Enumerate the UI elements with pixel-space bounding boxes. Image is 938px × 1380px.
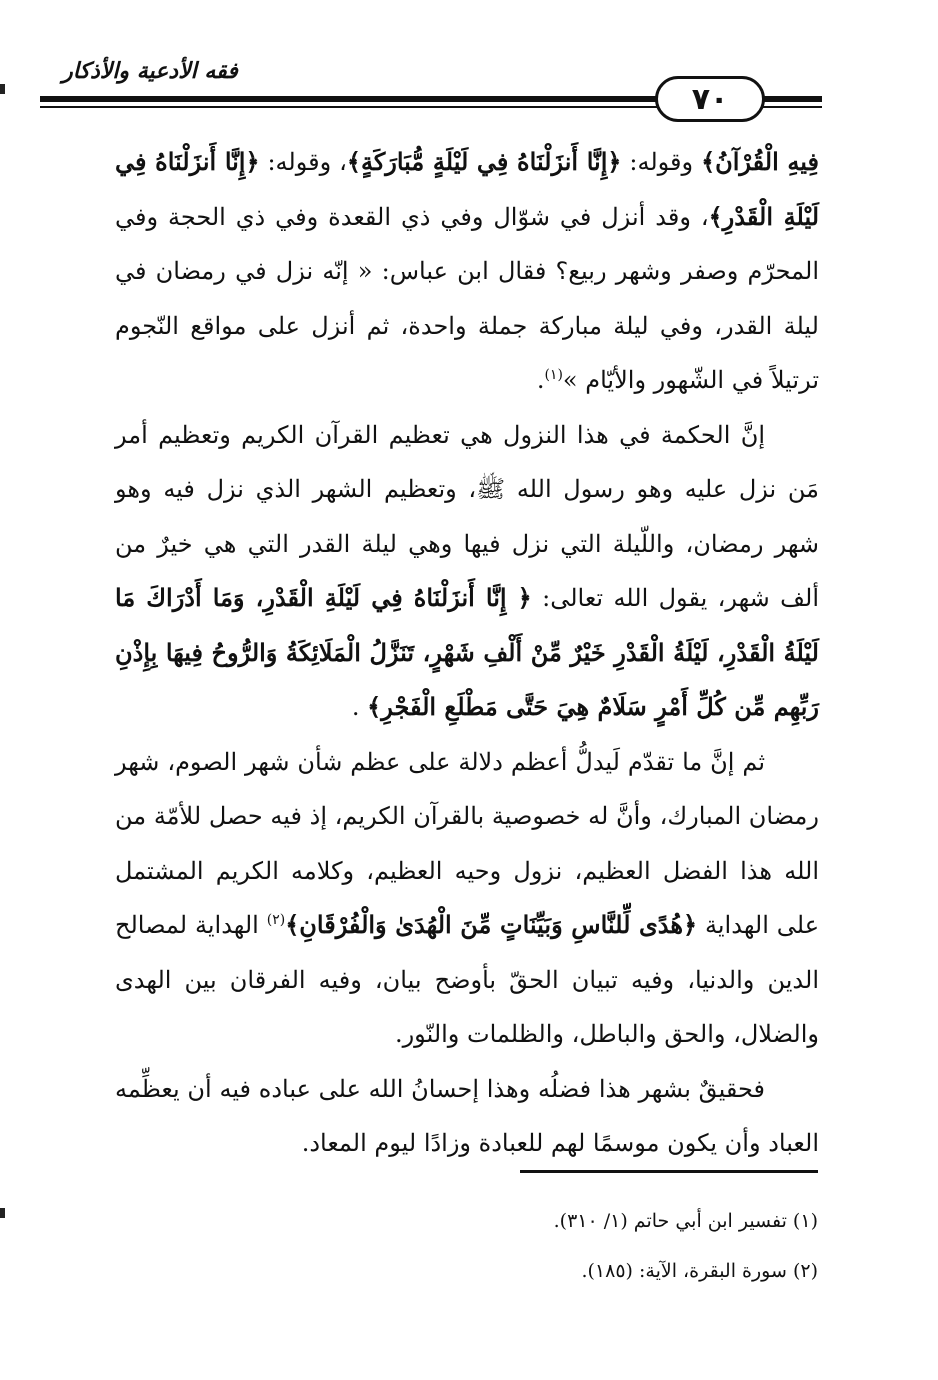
quran-verse: ﴿هُدًى لِّلنَّاسِ وَبَيِّنَاتٍ مِّنَ الْهُدَىٰ وَالْفُرْقَانِ﴾ [285,910,698,939]
text-run: إنَّ الحكمة في هذا النزول هي تعظيم القرآن الكريم وتعظيم أمر مَن نزل عليه وهو رسول الله ﷺ، وتعظيم الشهر الذي نزل فيه وهو شهر رمضان، واللّيلة التي نزل فيها وهي ليلة القدر التي هي خيرٌ من ألف شهر، يقول الله تعالى: [115,420,819,612]
main-text [115,135,819,1171]
text-run: فحقيقٌ بشهر هذا فضلُه وهذا إحسانُ الله على عباده فيه أن يعظِّمه العباد وأن يكون موسمًا لهم للعبادة وزادًا ليوم المعاد. [115,1074,819,1157]
quran-verse: ﴿إِنَّا أَنزَلْنَاهُ فِي لَيْلَةِ الْقَدْرِ﴾ [115,147,820,231]
text-run: ، وقد أنزل في شوّال وفي ذي القعدة وفي ذي الحجة وفي المحرّم وصفر وشهر ربيع؟ فقال ابن عباس: « إنّه نزل في رمضان في ليلة القدر، وفي ليلة مباركة جملة واحدة، ثم أنزل على مواقع النّجوم ترتيلاً في الشّهور والأيّام » [115,202,819,394]
page-number: ٧٠ [655,76,765,122]
running-header-title: فقه الأدعية والأذكار [62,59,238,84]
quran-verse: ﴿ إِنَّا أَنزَلْنَاهُ فِي لَيْلَةِ الْقَدْرِ، وَمَا أَدْرَاكَ مَا لَيْلَةُ الْقَدْرِ، لَيْلَةُ الْقَدْرِ خَيْرٌ مِّنْ أَلْفِ شَهْرٍ، تَنَزَّلُ الْمَلَائِكَةُ وَالرُّوحُ فِيهَا بِإِذْنِ رَبِّهِم مِّن كُلِّ أَمْرٍ سَلَامٌ هِيَ حَتَّى مَطْلَعِ الْفَجْرِ﴾ [115,583,819,721]
scan-edge-mark [0,84,5,94]
paragraph-1 [115,135,819,408]
footnote-separator [520,1170,818,1173]
footnote-1: (١) تفسير ابن أبي حاتم (١/ ٣١٠). [553,1210,818,1232]
text-run: الهداية لمصالح الدين والدنيا، وفيه تبيان الحقّ بأوضح بيان، وفيه الفرقان بين الهدى والضلال، والحق والباطل، والظلمات والنّور. [115,911,819,1048]
footnote-2: (٢) سورة البقرة، الآية: (١٨٥). [581,1260,818,1282]
scan-edge-mark [0,1208,5,1218]
text-run: . [351,693,368,721]
footnotes [300,1196,818,1296]
text-run: وقوله: [621,148,702,176]
paragraph-3 [115,735,819,1062]
paragraph-4 [115,1062,819,1171]
text-run: ، وقوله: [259,148,347,176]
quran-verse: فِيهِ الْقُرْآنُ﴾ [701,147,820,176]
footnote-ref-1[interactable]: (١) [544,367,563,383]
paragraph-2 [115,408,819,735]
quran-verse: ﴿إِنَّا أَنزَلْنَاهُ فِي لَيْلَةٍ مُّبَارَكَةٍ﴾ [346,147,622,176]
text-run: ثم إنَّ ما تقدّم لَيدلُّ أعظم دلالة على عظم شأن شهر الصوم، شهر رمضان المبارك، وأنَّ له خصوصية بالقرآن الكريم، إذ فيه حصل للأمّة من الله هذا الفضل العظيم، نزول وحيه العظيم، وكلامه الكريم المشتمل على الهداية [115,747,820,939]
text-run: . [536,366,545,394]
footnote-ref-2[interactable]: (٢) [266,912,286,928]
